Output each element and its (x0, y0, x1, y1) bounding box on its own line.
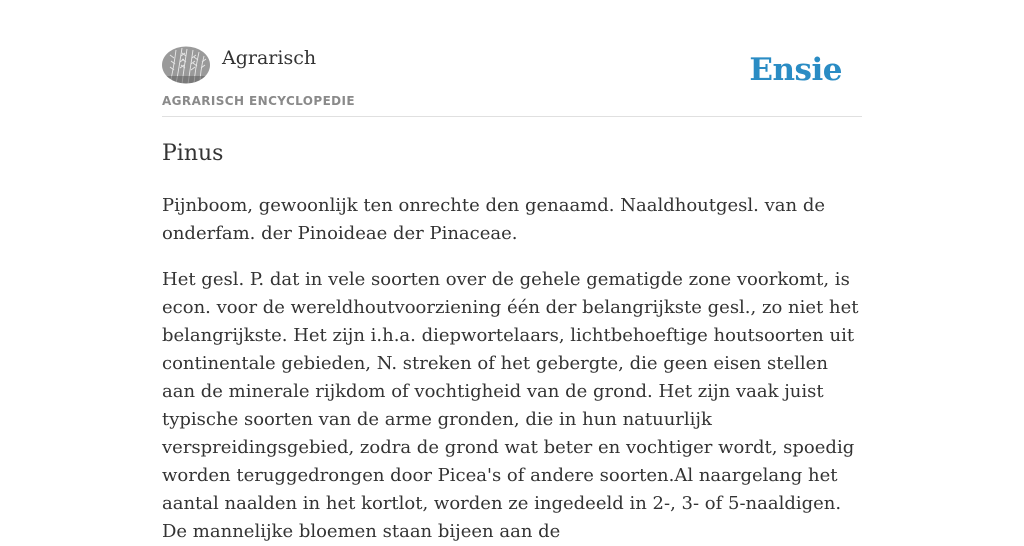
site-name[interactable]: Agrarisch (222, 47, 317, 69)
site-logo[interactable] (162, 46, 210, 84)
wheat-ears-icon (162, 46, 210, 84)
article (162, 136, 862, 546)
article-title: Pinus (162, 141, 224, 166)
article-paragraph: Het gesl. P. dat in vele soorten over de gehele gematigde zone voorkomt, is econ. voor de wereldhoutvoorziening één der belangrijkste gesl., zo niet het belangrijkste. Het zijn i.h.a. diepwortelaars, lichtbehoeftige houtsoorten uit continentale gebieden, N. streken of het gebergte, die geen eisen stellen aan de minerale rijkdom of vochtigheid van de grond. Het zijn vaak juist typische soorten van de arme gronden, die in hun natuurlijk verspreidingsgebied, zodra de grond wat beter en vochtiger wordt, spoedig worden teruggedrongen door Picea's of andere soorten.Al naargelang het aantal naalden in het kortlot, worden ze ingedeeld in 2-, 3- of 5-naaldigen. De mannelijke bloemen staan bijeen aan de (162, 269, 859, 542)
site-header (162, 0, 862, 117)
ensie-brand-link[interactable]: Ensie (749, 52, 842, 88)
site-subtitle[interactable]: AGRARISCH ENCYCLOPEDIE (162, 94, 355, 108)
article-paragraph: Pijnboom, gewoonlijk ten onrechte den genaamd. Naaldhoutgesl. van de onderfam. der Pinoideae der Pinaceae. (162, 195, 825, 244)
